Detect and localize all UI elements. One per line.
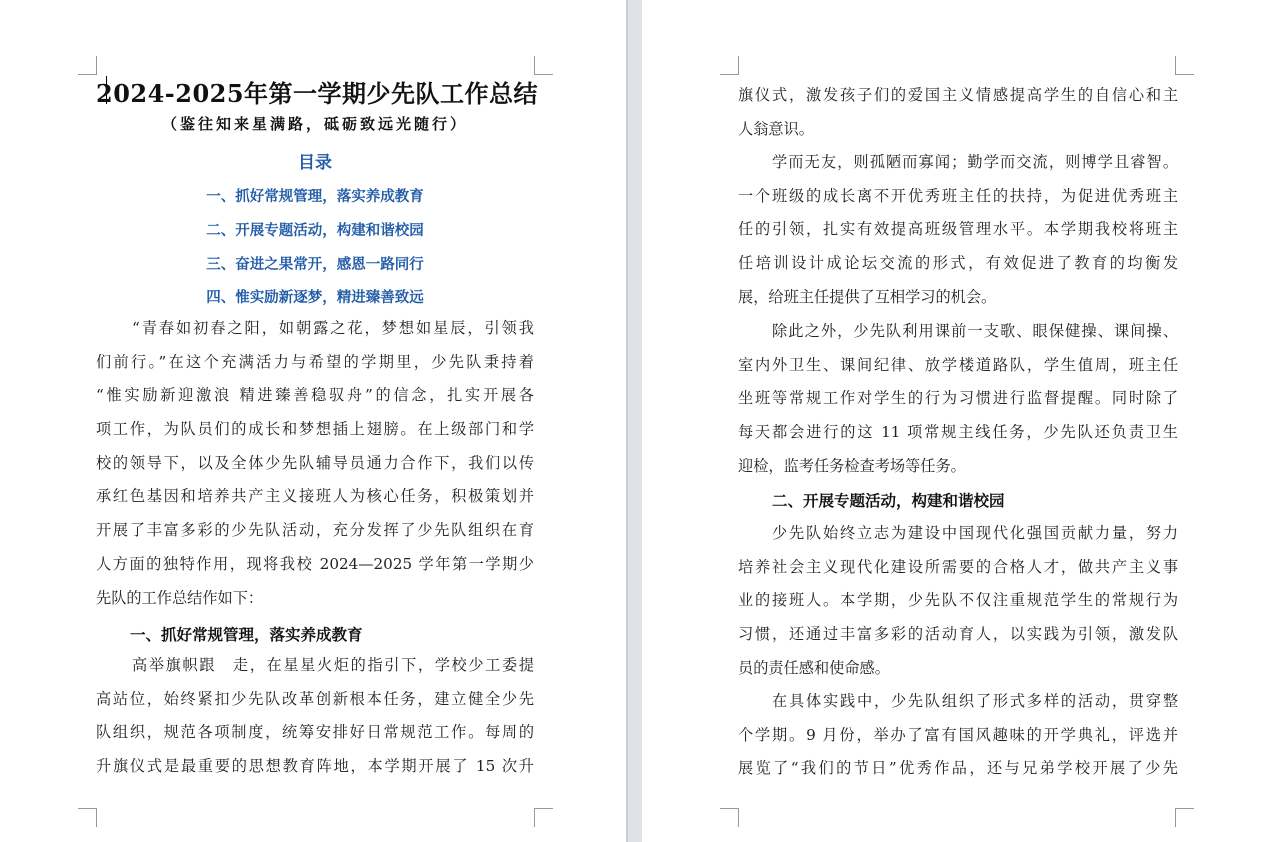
- document-page-left[interactable]: [0, 0, 628, 842]
- page-gutter: [628, 0, 642, 842]
- text-line: 开展了丰富多彩的少先队活动，充分发挥了少先队组织在育: [96, 521, 534, 540]
- crop-mark-top-right: [534, 56, 553, 75]
- toc-item-2[interactable]: 二、开展专题活动，构建和谐校园: [206, 222, 424, 239]
- toc-item-4[interactable]: 四、惟实励新逐梦，精进臻善致远: [206, 289, 424, 306]
- text-line: 任的引领，扎实有效提高班级管理水平。本学期我校将班主: [738, 220, 1178, 239]
- paragraph-4[interactable]: [738, 517, 1178, 685]
- text-line: 升旗仪式是最重要的思想教育阵地，本学期开展了 15 次升: [96, 757, 534, 776]
- crop-mark-bottom-left: [78, 808, 97, 827]
- intro-paragraph[interactable]: [96, 312, 534, 615]
- document-page-right[interactable]: [642, 0, 1271, 842]
- text-line: 旗仪式，激发孩子们的爱国主义情感提高学生的自信心和主: [738, 86, 1178, 104]
- document-subtitle[interactable]: （鉴往知来星满路，砥砺致远光随行）: [161, 115, 468, 133]
- section-heading-1[interactable]: 一、抓好常规管理，落实养成教育: [130, 626, 363, 644]
- text-line: 培养社会主义现代化建设所需要的合格人才，做共产主义事: [738, 557, 1178, 576]
- text-line: 校的领导下，以及全体少先队辅导员通力合作下，我们以传: [96, 453, 534, 472]
- crop-mark-top-left: [78, 56, 97, 75]
- text-line: 任培训设计成论坛交流的形式，有效促进了教育的均衡发: [738, 254, 1178, 273]
- text-line: 高站位，始终紧扣少先队改革创新根本任务，建立健全少先: [96, 689, 534, 708]
- text-line: 人方面的独特作用，现将我校 2024—2025 学年第一学期少: [96, 554, 534, 573]
- toc-item-1[interactable]: 一、抓好常规管理，落实养成教育: [206, 188, 424, 205]
- text-line: 承红色基因和培养共产主义接班人为核心任务，积极策划并: [96, 487, 534, 506]
- toc-item-3[interactable]: 三、奋进之果常开，感恩一路同行: [206, 256, 424, 273]
- text-line: “惟实励新迎激浪 精进臻善稳驭舟”的信念，扎实开展各: [96, 386, 534, 405]
- text-line: 坐班等常规工作对学生的行为习惯进行监督提醒。同时除了: [738, 389, 1178, 408]
- toc-heading[interactable]: 目录: [298, 153, 332, 173]
- crop-mark-top-right: [1175, 56, 1194, 75]
- text-line: 迎检，监考任务检查考场等任务。: [738, 456, 966, 475]
- paragraph-2[interactable]: [738, 146, 1178, 314]
- text-line: 少先队始终立志为建设中国现代化强国贡献力量，努力: [772, 524, 1178, 542]
- text-line: 队组织，规范各项制度，统筹安排好日常规范工作。每周的: [96, 723, 534, 742]
- crop-mark-bottom-left: [720, 808, 739, 827]
- paragraph-5[interactable]: [738, 685, 1178, 786]
- text-line: 学而无友，则孤陋而寡闻；勤学而交流，则博学且睿智。: [772, 153, 1178, 171]
- text-line: 在具体实践中，少先队组织了形式多样的活动，贯穿整: [772, 692, 1178, 710]
- text-line: 业的接班人。本学期，少先队不仅注重规范学生的常规行为: [738, 591, 1178, 610]
- text-line: 每天都会进行的这 11 项常规主线任务，少先队还负责卫生: [738, 423, 1178, 442]
- crop-mark-bottom-right: [534, 808, 553, 827]
- text-line: 员的责任感和使命感。: [738, 658, 890, 677]
- crop-mark-bottom-right: [1175, 808, 1194, 827]
- paragraph-1[interactable]: [738, 79, 1178, 146]
- text-line: 展览了“我们的节日”优秀作品，还与兄弟学校开展了少先: [738, 759, 1178, 778]
- text-line: 一个班级的成长离不开优秀班主任的扶持，为促进优秀班主: [738, 186, 1178, 205]
- text-line: 个学期。9 月份，举办了富有国风趣味的开学典礼，评选并: [738, 725, 1178, 744]
- text-line: 除此之外，少先队利用课前一支歌、眼保健操、课间操、: [772, 322, 1178, 340]
- crop-mark-top-left: [720, 56, 739, 75]
- text-line: 习惯，还通过丰富多彩的活动育人，以实践为引领，激发队: [738, 625, 1178, 644]
- text-line: 先队的工作总结作如下：: [96, 588, 264, 607]
- paragraph-3[interactable]: [738, 315, 1178, 483]
- text-line: 高举旗帜跟 走，在星星火炬的指引下，学校少工委提: [132, 656, 534, 674]
- text-line: 展，给班主任提供了互相学习的机会。: [738, 287, 997, 306]
- text-line: 人翁意识。: [738, 119, 814, 138]
- section1-paragraph[interactable]: [96, 649, 534, 784]
- text-line: 项工作，为队员们的成长和梦想插上翅膀。在上级部门和学: [96, 420, 534, 439]
- text-line: 们前行。”在这个充满活力与希望的学期里，少先队秉持着: [96, 352, 534, 371]
- document-title[interactable]: 2024-2025年第一学期少先队工作总结: [96, 79, 539, 108]
- text-line: “青春如初春之阳，如朝露之花，梦想如星辰，引领我: [132, 319, 534, 337]
- section-heading-2[interactable]: 二、开展专题活动，构建和谐校园: [772, 492, 1005, 510]
- text-line: 室内外卫生、课间纪律、放学楼道路队，学生值周，班主任: [738, 355, 1178, 374]
